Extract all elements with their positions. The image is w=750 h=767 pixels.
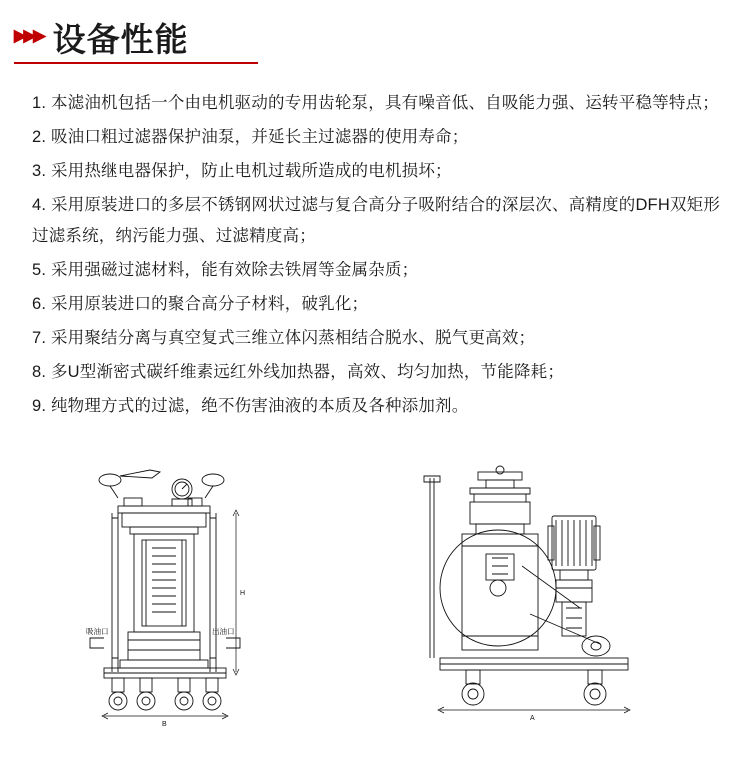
performance-list <box>32 88 732 425</box>
inlet-label: 吸油口 <box>86 627 109 636</box>
list-item: 8. 多U型渐密式碳纤维素远红外线加热器，高效、均匀加热，节能降耗； <box>32 363 565 381</box>
list-item: 2. 吸油口粗过滤器保护油泵，并延长主过滤器的使用寿命； <box>32 128 469 146</box>
list-item: 9. 纯物理方式的过滤，绝不伤害油液的本质及各种添加剂。 <box>32 397 469 415</box>
outlet-label: 出油口 <box>212 627 235 636</box>
section-heading <box>14 22 258 64</box>
technical-drawing <box>0 458 750 767</box>
list-item: 1. 本滤油机包括一个由电机驱动的专用齿轮泵，具有噪音低、自吸能力强、运转平稳等特点； <box>32 94 719 112</box>
machine-drawing-svg <box>0 458 750 767</box>
dimension-label-a: A <box>530 715 535 722</box>
list-item: 4. 采用原装进口的多层不锈钢网状过滤与复合高分子吸附结合的深层次、高精度的DFH双矩形过滤系统，纳污能力强、过滤精度高； <box>32 196 721 245</box>
chevron-right-icon: ▸▸▸ <box>14 21 43 50</box>
list-item: 6. 采用原装进口的聚合高分子材料，破乳化； <box>32 295 369 313</box>
side-view <box>424 466 630 713</box>
page-title: 设备性能 <box>52 21 189 58</box>
list-item: 7. 采用聚结分离与真空复式三维立体闪蒸相结合脱水、脱气更高效； <box>32 329 536 347</box>
list-item: 3. 采用热继电器保护，防止电机过载所造成的电机损坏； <box>32 162 452 180</box>
front-view <box>90 470 240 719</box>
dimension-label-h: H <box>240 590 246 597</box>
list-item: 5. 采用强磁过滤材料，能有效除去铁屑等金属杂质； <box>32 261 419 279</box>
dimension-label-b: B <box>162 721 167 728</box>
